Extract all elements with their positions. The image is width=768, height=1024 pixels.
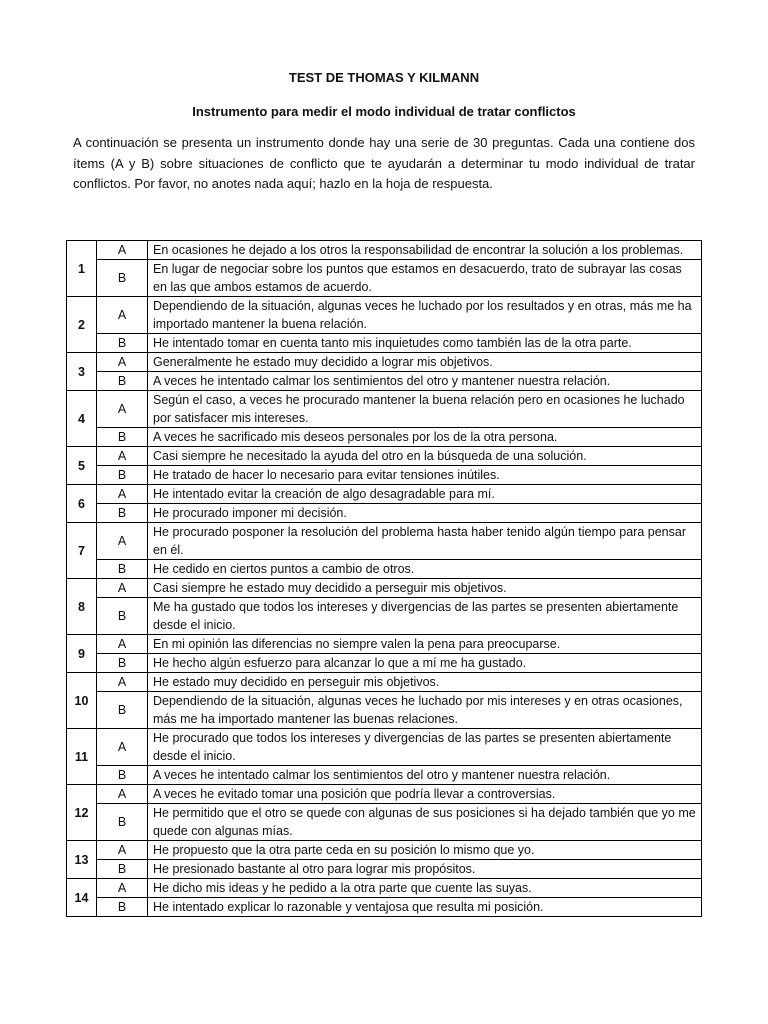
question-row-b: [67, 560, 702, 579]
option-letter-a: A: [97, 729, 148, 766]
question-row-b: [67, 334, 702, 353]
intro-paragraph: A continuación se presenta un instrumento donde hay una serie de 30 preguntas. Cada una contiene dos ítems (A y B) sobre situaciones de conflicto que te ayudarán a determinar tu modo individual de tratar conflictos. Por favor, no anotes nada aquí; hazlo en la hoja de respuesta.: [73, 135, 695, 191]
option-text-a: He propuesto que la otra parte ceda en su posición lo mismo que yo.: [148, 841, 702, 860]
question-row-b: [67, 504, 702, 523]
option-letter-a: A: [97, 353, 148, 372]
question-row-a: [67, 673, 702, 692]
option-text-b: En lugar de negociar sobre los puntos que estamos en desacuerdo, trato de subrayar las cosas en las que ambos estamos de acuerdo.: [148, 260, 702, 297]
question-number: 1: [67, 241, 97, 297]
question-row-a: [67, 485, 702, 504]
option-letter-b: B: [97, 898, 148, 917]
option-text-b: Dependiendo de la situación, algunas veces he luchado por mis intereses y en otras ocasiones, más me ha importado mantener las buenas relaciones.: [148, 692, 702, 729]
question-number: 11: [67, 729, 97, 785]
option-text-b: A veces he intentado calmar los sentimientos del otro y mantener nuestra relación.: [148, 372, 702, 391]
option-text-b: He tratado de hacer lo necesario para evitar tensiones inútiles.: [148, 466, 702, 485]
option-letter-b: B: [97, 804, 148, 841]
option-letter-a: A: [97, 485, 148, 504]
document-title: TEST DE THOMAS Y KILMANN: [288, 70, 480, 85]
option-letter-b: B: [97, 598, 148, 635]
option-letter-a: A: [97, 879, 148, 898]
question-row-a: [67, 391, 702, 428]
option-text-a: He procurado posponer la resolución del problema hasta haber tenido algún tiempo para pensar en él.: [148, 523, 702, 560]
option-letter-a: A: [97, 841, 148, 860]
question-row-b: [67, 804, 702, 841]
question-number: 10: [67, 673, 97, 729]
option-letter-b: B: [97, 692, 148, 729]
question-row-a: [67, 879, 702, 898]
question-row-a: [67, 241, 702, 260]
question-number: 5: [67, 447, 97, 485]
question-row-b: [67, 860, 702, 879]
question-number: 12: [67, 785, 97, 841]
option-letter-a: A: [97, 241, 148, 260]
questions-table: [66, 240, 702, 917]
option-letter-b: B: [97, 504, 148, 523]
document-subtitle: Instrumento para medir el modo individual de tratar conflictos: [192, 104, 576, 119]
question-number: 3: [67, 353, 97, 391]
option-letter-a: A: [97, 579, 148, 598]
option-letter-b: B: [97, 260, 148, 297]
option-letter-b: B: [97, 860, 148, 879]
question-row-b: [67, 466, 702, 485]
option-text-a: Dependiendo de la situación, algunas veces he luchado por los resultados y en otras, más me ha importado mantener la buena relación.: [148, 297, 702, 334]
option-letter-a: A: [97, 635, 148, 654]
question-number: 13: [67, 841, 97, 879]
question-row-a: [67, 523, 702, 560]
option-text-a: He dicho mis ideas y he pedido a la otra parte que cuente las suyas.: [148, 879, 702, 898]
question-number: 14: [67, 879, 97, 917]
option-letter-b: B: [97, 466, 148, 485]
question-row-b: [67, 428, 702, 447]
option-text-a: En mi opinión las diferencias no siempre valen la pena para preocuparse.: [148, 635, 702, 654]
option-text-b: He cedido en ciertos puntos a cambio de otros.: [148, 560, 702, 579]
option-text-b: A veces he intentado calmar los sentimientos del otro y mantener nuestra relación.: [148, 766, 702, 785]
option-text-b: He permitido que el otro se quede con algunas de sus posiciones si ha dejado también que yo me quede con algunas mías.: [148, 804, 702, 841]
question-row-a: [67, 447, 702, 466]
option-letter-a: A: [97, 391, 148, 428]
option-letter-b: B: [97, 428, 148, 447]
question-number: 6: [67, 485, 97, 523]
option-text-a: He estado muy decidido en perseguir mis objetivos.: [148, 673, 702, 692]
option-text-b: He intentado explicar lo razonable y ventajosa que resulta mi posición.: [148, 898, 702, 917]
question-row-b: [67, 766, 702, 785]
option-letter-a: A: [97, 297, 148, 334]
question-row-b: [67, 372, 702, 391]
question-row-a: [67, 353, 702, 372]
question-row-a: [67, 579, 702, 598]
question-number: 7: [67, 523, 97, 579]
question-row-b: [67, 692, 702, 729]
option-text-b: Me ha gustado que todos los intereses y divergencias de las partes se presenten abiertamente desde el inicio.: [148, 598, 702, 635]
option-text-b: He presionado bastante al otro para lograr mis propósitos.: [148, 860, 702, 879]
question-row-a: [67, 785, 702, 804]
question-number: 8: [67, 579, 97, 635]
option-letter-a: A: [97, 785, 148, 804]
option-text-a: A veces he evitado tomar una posición que podría llevar a controversias.: [148, 785, 702, 804]
option-text-a: Casi siempre he necesitado la ayuda del otro en la búsqueda de una solución.: [148, 447, 702, 466]
option-text-a: He intentado evitar la creación de algo desagradable para mí.: [148, 485, 702, 504]
option-text-a: He procurado que todos los intereses y divergencias de las partes se presenten abiertamente desde el inicio.: [148, 729, 702, 766]
option-letter-b: B: [97, 334, 148, 353]
question-number: 4: [67, 391, 97, 447]
option-text-b: He procurado imponer mi decisión.: [148, 504, 702, 523]
question-number: 2: [67, 297, 97, 353]
option-letter-b: B: [97, 766, 148, 785]
option-letter-b: B: [97, 372, 148, 391]
question-row-a: [67, 635, 702, 654]
question-row-a: [67, 297, 702, 334]
option-text-a: Casi siempre he estado muy decidido a perseguir mis objetivos.: [148, 579, 702, 598]
option-letter-a: A: [97, 673, 148, 692]
questions-table-body: [67, 241, 702, 917]
question-row-a: [67, 729, 702, 766]
option-text-a: En ocasiones he dejado a los otros la responsabilidad de encontrar la solución a los problemas.: [148, 241, 702, 260]
question-row-b: [67, 260, 702, 297]
question-number: 9: [67, 635, 97, 673]
question-row-b: [67, 654, 702, 673]
option-text-a: Según el caso, a veces he procurado mantener la buena relación pero en ocasiones he luchado por satisfacer mis intereses.: [148, 391, 702, 428]
option-letter-a: A: [97, 523, 148, 560]
option-text-a: Generalmente he estado muy decidido a lograr mis objetivos.: [148, 353, 702, 372]
option-text-b: A veces he sacrificado mis deseos personales por los de la otra persona.: [148, 428, 702, 447]
option-text-b: He hecho algún esfuerzo para alcanzar lo que a mí me ha gustado.: [148, 654, 702, 673]
option-text-b: He intentado tomar en cuenta tanto mis inquietudes como también las de la otra parte.: [148, 334, 702, 353]
question-row-b: [67, 898, 702, 917]
option-letter-a: A: [97, 447, 148, 466]
option-letter-b: B: [97, 654, 148, 673]
question-row-a: [67, 841, 702, 860]
option-letter-b: B: [97, 560, 148, 579]
question-row-b: [67, 598, 702, 635]
